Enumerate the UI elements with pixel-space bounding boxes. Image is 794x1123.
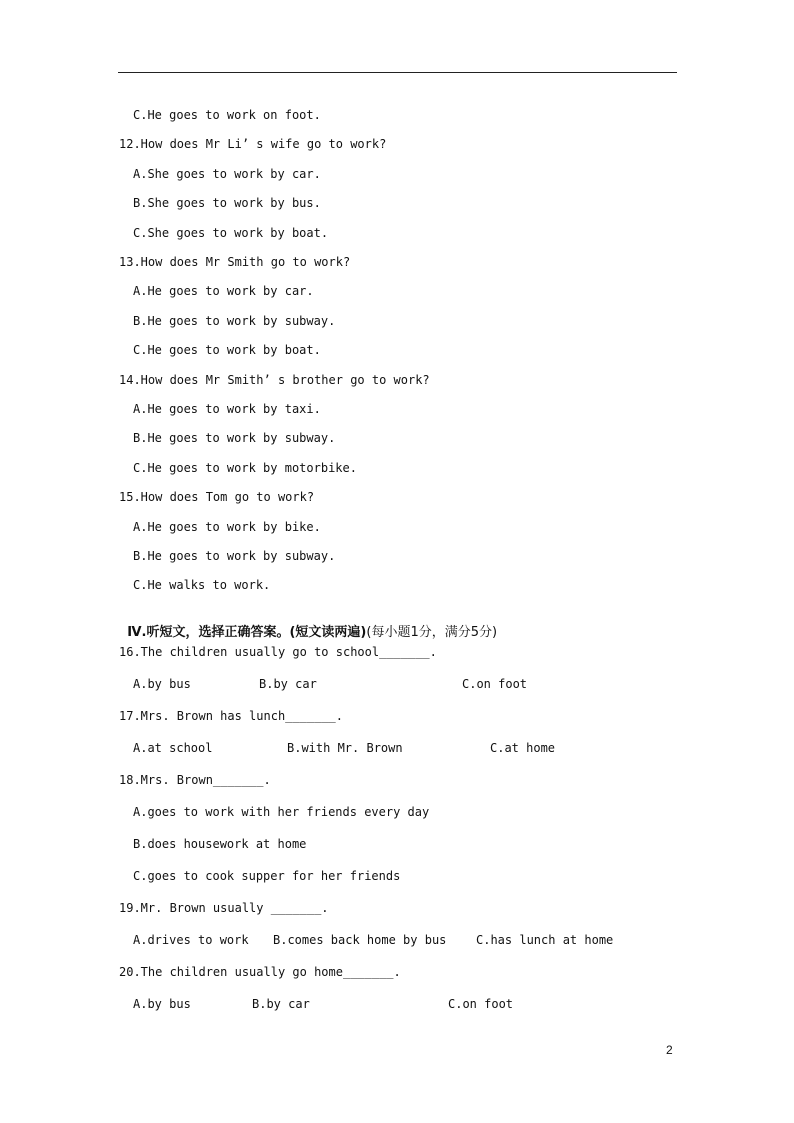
header-rule [118, 72, 677, 73]
page-number: 2 [666, 1043, 673, 1057]
section-4-scoring: (每小题1分，满分5分) [366, 625, 498, 640]
section-4-title: Ⅳ.听短文，选择正确答案。(短文读两遍) [127, 625, 367, 640]
question: 13.How does Mr Smith go to work? [119, 255, 351, 269]
q19-option-b[interactable]: B.comes back home by bus [273, 933, 447, 947]
q20-option-a[interactable]: A.by bus [133, 997, 191, 1011]
answer-option[interactable]: C.She goes to work by boat. [133, 226, 329, 240]
question: 14.How does Mr Smith’ s brother go to work? [119, 373, 430, 387]
answer-option[interactable]: C.He goes to work by motorbike. [133, 461, 357, 475]
question-20: 20.The children usually go home_______. [119, 965, 401, 979]
q16-option-a[interactable]: A.by bus [133, 677, 191, 691]
answer-option[interactable]: A.He goes to work by car. [133, 284, 314, 298]
answer-option[interactable]: B.She goes to work by bus. [133, 196, 321, 210]
question-17: 17.Mrs. Brown has lunch_______. [119, 709, 343, 723]
answer-option[interactable]: C.He goes to work on foot. [133, 108, 321, 122]
answer-option[interactable]: B.He goes to work by subway. [133, 549, 336, 563]
answer-option[interactable]: A.She goes to work by car. [133, 167, 321, 181]
question-18: 18.Mrs. Brown_______. [119, 773, 271, 787]
q18-option-a[interactable]: A.goes to work with her friends every day [133, 805, 430, 819]
answer-option[interactable]: C.He goes to work by boat. [133, 343, 321, 357]
q18-option-c[interactable]: C.goes to cook supper for her friends [133, 869, 401, 883]
answer-option[interactable]: B.He goes to work by subway. [133, 431, 336, 445]
question: 12.How does Mr Li’ s wife go to work? [119, 137, 387, 151]
answer-option[interactable]: B.He goes to work by subway. [133, 314, 336, 328]
q20-option-c[interactable]: C.on foot [448, 997, 514, 1011]
question-19: 19.Mr. Brown usually _______. [119, 901, 329, 915]
q20-option-b[interactable]: B.by car [252, 997, 310, 1011]
q16-option-b[interactable]: B.by car [259, 677, 317, 691]
answer-option[interactable]: C.He walks to work. [133, 578, 271, 592]
section-4-heading [119, 612, 497, 640]
q19-option-a[interactable]: A.drives to work [133, 933, 249, 947]
q17-option-b[interactable]: B.with Mr. Brown [287, 741, 403, 755]
q16-option-c[interactable]: C.on foot [462, 677, 528, 691]
q17-option-c[interactable]: C.at home [490, 741, 556, 755]
answer-option[interactable]: A.He goes to work by bike. [133, 520, 321, 534]
question-16: 16.The children usually go to school_______. [119, 645, 437, 659]
q17-option-a[interactable]: A.at school [133, 741, 213, 755]
q19-option-c[interactable]: C.has lunch at home [476, 933, 614, 947]
question: 15.How does Tom go to work? [119, 490, 315, 504]
answer-option[interactable]: A.He goes to work by taxi. [133, 402, 321, 416]
q18-option-b[interactable]: B.does housework at home [133, 837, 307, 851]
